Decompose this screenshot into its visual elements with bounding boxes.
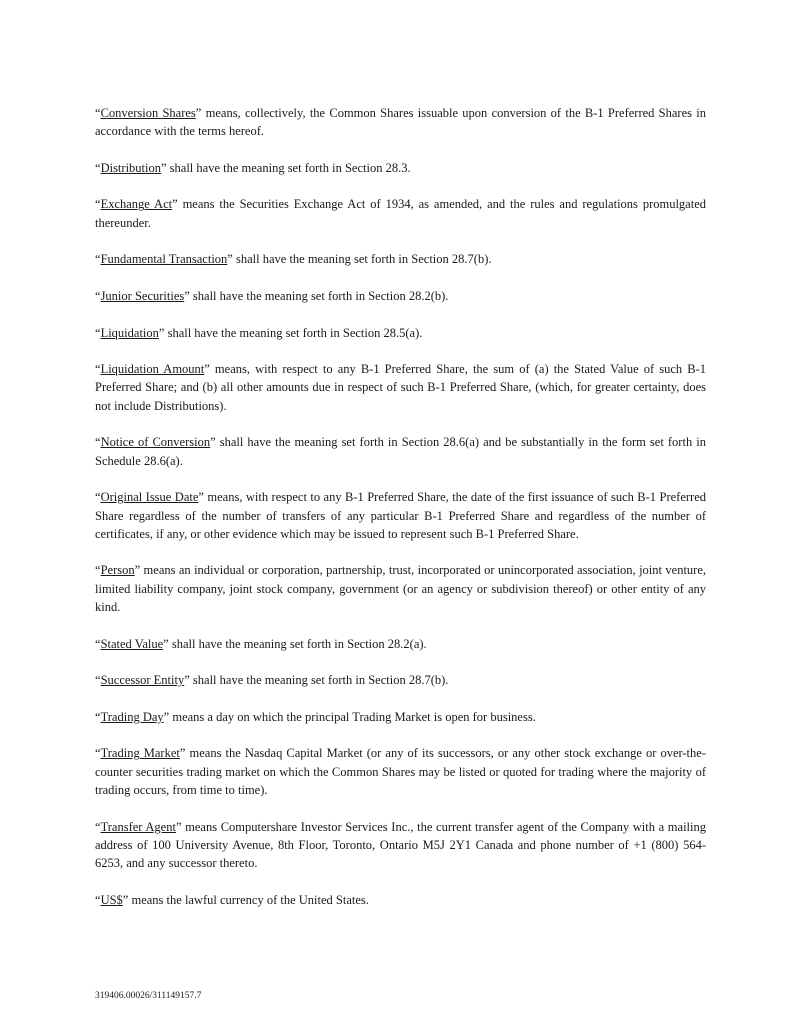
definition-conversion-shares: “Conversion Shares” means, collectively, the Common Shares issuable upon conversion of the B-1 Preferred Shares in accordance with the terms hereof. [95, 106, 706, 139]
definition-liquidation: “Liquidation” shall have the meaning set forth in Section 28.5(a). [95, 325, 423, 340]
definition-text: shall have the meaning set forth in Section 28.6(a) and be substantially in the form set forth in Schedule 28.6(a). [95, 435, 706, 468]
defined-term: Person [100, 563, 135, 578]
defined-term: Stated Value [100, 636, 164, 651]
defined-term: Exchange Act [100, 197, 173, 212]
definition-text: shall have the meaning set forth in Section 28.2(b). [189, 288, 449, 303]
document-id-footer: 319406.00026/311149157.7 [95, 991, 202, 1001]
defined-term: Notice of Conversion [100, 435, 211, 450]
defined-term: Fundamental Transaction [100, 252, 228, 267]
definition-successor-entity: “Successor Entity” shall have the meaning set forth in Section 28.7(b). [95, 673, 449, 688]
defined-term: Successor Entity [100, 673, 185, 688]
definition-text: shall have the meaning set forth in Section 28.7(b). [189, 673, 449, 688]
definition-stated-value: “Stated Value” shall have the meaning set forth in Section 28.2(a). [95, 636, 427, 651]
definition-text: means Computershare Investor Services Inc., the current transfer agent of the Company with a mailing address of 100 University Avenue, 8th Floor, Toronto, Ontario M5J 2Y1 Canada and phone number of +1 (800) 564-6253, and any successor thereto. [95, 819, 706, 871]
definition-text: shall have the meaning set forth in Section 28.5(a). [164, 325, 423, 340]
defined-term: Trading Day [100, 709, 164, 724]
definition-trading-market: “Trading Market” means the Nasdaq Capital Market (or any of its successors, or any other stock exchange or over-the-counter securities trading market on which the Common Shares may be listed or quoted for trading where the majority of trading occurs, from time to time). [95, 746, 706, 797]
defined-term: Liquidation [100, 325, 159, 340]
definition-original-issue-date: “Original Issue Date” means, with respect to any B-1 Preferred Share, the date of the first issuance of such B-1 Preferred Share regardless of the number of transfers of any particular B-1 Preferred Share and regardless of the number of certificates, if any, or other evidence which may be issued to represent such B-1 Preferred Share. [95, 490, 706, 541]
definition-person: “Person” means an individual or corporation, partnership, trust, incorporated or unincorporated association, joint venture, limited liability company, joint stock company, government (or an agency or subdivision thereof) or other entity of any kind. [95, 563, 706, 615]
definition-text: means, collectively, the Common Shares issuable upon conversion of the B-1 Preferred Shares in accordance with the terms hereof. [95, 106, 706, 139]
definitions-list [95, 104, 706, 927]
definition-junior-securities: “Junior Securities” shall have the meaning set forth in Section 28.2(b). [95, 288, 449, 303]
defined-term: Original Issue Date [100, 490, 199, 505]
definition-text: means the Nasdaq Capital Market (or any of its successors, or any other stock exchange or over-the-counter securities trading market on which the Common Shares may be listed or quoted for trading where the majority of trading occurs, from time to time). [95, 746, 706, 797]
definition-text: means, with respect to any B-1 Preferred Share, the date of the first issuance of such B-1 Preferred Share regardless of the number of transfers of any particular B-1 Preferred Share and regardless of the number of certificates, if any, or other evidence which may be issued to represent such B-1 Preferred Share. [95, 490, 706, 541]
definition-notice-of-conversion: “Notice of Conversion” shall have the meaning set forth in Section 28.6(a) and be substantially in the form set forth in Schedule 28.6(a). [95, 435, 706, 468]
definition-text: means, with respect to any B-1 Preferred Share, the sum of (a) the Stated Value of such B-1 Preferred Share; and (b) all other amounts due in respect of such B-1 Preferred Share, (which, for greater certainty, does not include Distributions). [95, 362, 706, 413]
defined-term: Conversion Shares [100, 106, 196, 120]
defined-term: Trading Market [100, 746, 180, 761]
definition-transfer-agent: “Transfer Agent” means Computershare Investor Services Inc., the current transfer agent of the Company with a mailing address of 100 University Avenue, 8th Floor, Toronto, Ontario M5J 2Y1 Canada and phone number of +1 (800) 564-6253, and any successor thereto. [95, 819, 706, 871]
definition-exchange-act: “Exchange Act” means the Securities Exchange Act of 1934, as amended, and the rules and regulations promulgated thereunder. [95, 197, 706, 230]
defined-term: Junior Securities [100, 288, 185, 303]
defined-term: Liquidation Amount [100, 362, 205, 377]
definition-text: means the lawful currency of the United States. [128, 892, 369, 907]
definition-text: means an individual or corporation, partnership, trust, incorporated or unincorporated association, joint venture, limited liability company, joint stock company, government (or an agency or subdivision thereof) or other entity of any kind. [95, 563, 706, 615]
definition-trading-day: “Trading Day” means a day on which the principal Trading Market is open for business. [95, 709, 536, 724]
defined-term: US$ [100, 892, 123, 907]
defined-term: Distribution [100, 160, 161, 175]
definition-distribution: “Distribution” shall have the meaning set forth in Section 28.3. [95, 160, 411, 175]
definition-liquidation-amount: “Liquidation Amount” means, with respect to any B-1 Preferred Share, the sum of (a) the Stated Value of such B-1 Preferred Share; and (b) all other amounts due in respect of such B-1 Preferred Share, (which, for greater certainty, does not include Distributions). [95, 362, 706, 413]
definition-text: shall have the meaning set forth in Section 28.3. [166, 160, 411, 175]
defined-term: Transfer Agent [100, 819, 176, 834]
definition-text: means the Securities Exchange Act of 1934, as amended, and the rules and regulations promulgated thereunder. [95, 197, 706, 230]
definition-text: shall have the meaning set forth in Section 28.2(a). [168, 636, 427, 651]
definition-text: means a day on which the principal Trading Market is open for business. [169, 709, 536, 724]
definition-fundamental-transaction: “Fundamental Transaction” shall have the meaning set forth in Section 28.7(b). [95, 252, 492, 267]
definition-us-dollar: “US$” means the lawful currency of the United States. [95, 892, 369, 907]
definition-text: shall have the meaning set forth in Section 28.7(b). [232, 252, 492, 267]
